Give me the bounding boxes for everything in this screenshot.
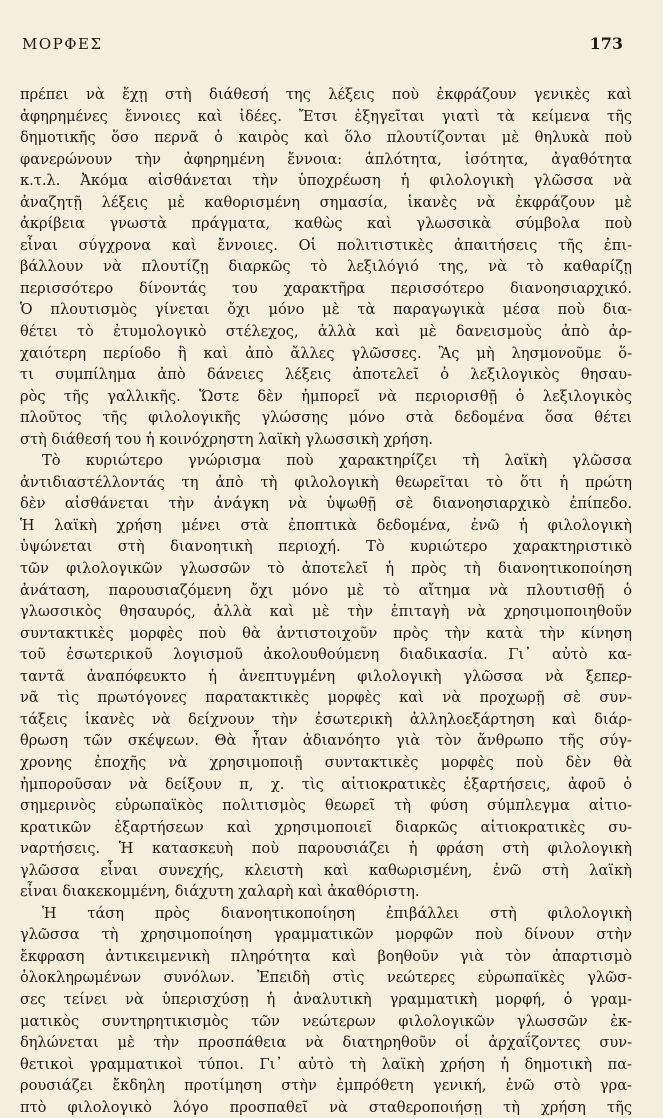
paragraph — [20, 903, 632, 1118]
text-line: γλῶσσα εἶναι συνεχής, κλειστὴ καὶ καθωρισμένη, ἐνῶ στὴ λαϊκὴ — [20, 861, 632, 879]
text-line: ἀντιδιαστέλλοντάς τη ἀπὸ τὴ φιλολογικὴ θεωρεῖται τὸ ὅτι ἡ πρώτη — [20, 473, 632, 491]
running-title: ΜΟΡΦΕΣ — [22, 35, 103, 53]
text-line: θρωση τῶν σκέψεων. Θὰ ἦταν ἀδιανόητο γιὰ τὸν ἄνθρωπο τῆς σύγ- — [20, 732, 632, 750]
text-line: ταντᾶ ἀναπόφευκτο ἡ ἀνεπτυγμένη φιλολογικὴ γλῶσσα νὰ ξεπερ- — [20, 667, 632, 685]
text-line: ἀνάταση, παρουσιαζόμενη ὄχι μόνο μὲ τὸ αἴτημα νὰ πλουτισθῇ ὁ — [20, 581, 632, 599]
text-line: Τὸ κυριώτερο γνώρισμα ποὺ χαρακτηρίζει τὴ λαϊκὴ γλῶσσα — [42, 452, 632, 470]
text-line: γλῶσσα τὴ χρησιμοποίηση γραμματικῶν μορφῶν ποὺ δίνουν στὴν — [20, 926, 632, 944]
page-number: 173 — [589, 34, 623, 53]
text-line: Ὁ πλουτισμὸς γίνεται ὄχι μόνο μὲ τὰ παραγωγικὰ μέσα ποὺ δια- — [20, 301, 632, 319]
text-line: δηλώνεται μὲ τὴν προσπάθεια νὰ διατηρηθοῦν οἱ ἀρχαΐζοντες συν- — [20, 1034, 632, 1052]
running-head — [22, 34, 623, 53]
text-line: τι συμπίλημα ἀπὸ δάνειες λέξεις ἀποτελεῖ ὁ λεξιλογικὸς θησαυ- — [20, 366, 632, 384]
text-line: ἠμποροῦσαν νὰ δείξουν π, χ. τὶς αἰτιοκρατικὲς ἐξαρτήσεις, ἀφοῦ ὁ — [20, 775, 632, 793]
text-line: δημοτικῆς ὅσο περνᾶ ὁ καιρὸς καὶ ὅλο πλουτίζονται μὲ θηλυκὰ ποὺ — [20, 129, 632, 147]
text-line: τοῦ ἐσωτερικοῦ λογισμοῦ ἀκολουθούμενη διαδικασία. Γι᾿ αὐτὸ κα- — [20, 646, 632, 664]
text-line: εἶναι σύγχρονα καὶ ἔννοιες. Οἱ πολιτιστικὲς ἀπαιτήσεις τῆς ἐπι- — [20, 236, 632, 254]
text-line: πλοῦτος τῆς φιλολογικῆς γλώσσης μόνο στὰ δεδομένα ὅσα θέτει — [20, 409, 632, 427]
text-line: σημερινὸς εὐρωπαϊκὸς πολιτισμὸς θεωρεῖ τὴ φύση σύμπλεγμα αἰτιο- — [20, 797, 632, 815]
text-line: νᾶ τὶς πρωτόγονες παρατακτικὲς μορφὲς καὶ νὰ προχωρῇ σὲ συν- — [20, 689, 632, 707]
text-line: συντακτικὲς μορφὲς ποὺ θὰ ἀντιστοιχοῦν πρὸς τὴν κατὰ τὴν κίνηση — [20, 624, 632, 642]
text-line: ἔκφραση ἀντικειμενικὴ πληρότητα καὶ βοηθοῦν γιὰ τὸν ἀπαρτισμὸ — [20, 947, 632, 965]
text-line: ρουσιάζει ἔκδηλη προτίμηση στὴν ἐμπρόθετη γενική, ἐνῶ στὸ γρα- — [20, 1077, 632, 1095]
text-line: σες τείνει νὰ ὑπερισχύσῃ ἡ ἀναλυτικὴ γραμματικὴ μορφή, ὁ γραμ- — [20, 990, 632, 1008]
text-line: περισσότερο δίνοντάς του χαρακτῆρα περισσότερο διανοησιαρχικό. — [20, 279, 632, 297]
text-line: ἀφηρημένες ἔννοιες καὶ ἰδέες. Ἔτσι ἐξηγεῖται γιατὶ τὰ κείμενα τῆς — [20, 107, 632, 125]
text-line: Ἡ τάση πρὸς διανοητικοποίηση ἐπιβάλλει στὴ φιλολογικὴ — [42, 904, 632, 922]
text-line: τῶν φιλολογικῶν γλωσσῶν τὸ ἀποτελεῖ ἡ πρὸς τὴ διανοητικοποίηση — [20, 560, 632, 578]
text-line: φανερώνουν τὴν ἀφηρημένη ἔννοια: ἁπλότητα, ἰσότητα, ἀγαθότητα — [20, 150, 632, 168]
text-line: ὑψώνεται στὴ διανοητικὴ περιοχή. Τὸ κυριώτερο χαρακτηριστικὸ — [20, 538, 632, 556]
body-text — [20, 84, 632, 1118]
text-line: χαιότερη περίοδο ἢ καὶ ἀπὸ ἄλλες γλῶσσες. Ἂς μὴ λησμονοῦμε ὅ- — [20, 344, 632, 362]
text-line: εἶναι διακεκομμένη, διάχυτη χαλαρὴ καὶ ἀκαθόριστη. — [20, 883, 420, 901]
text-line: πτὸ φιλολογικὸ λόγο προσπαθεῖ νὰ σταθεροποιήσῃ τὴ χρήση τῆς — [20, 1098, 632, 1116]
text-line: ναρτήσεις. Ἡ κατασκευὴ ποὺ παρουσιάζει ἡ φράση στὴ φιλολογικὴ — [20, 840, 632, 858]
text-line: κ.τ.λ. Ἀκόμα αἰσθάνεται τὴν ὑποχρέωση ἡ φιλολογικὴ γλῶσσα νὰ — [20, 172, 632, 190]
text-line: κρατικῶν ἐξαρτήσεων καὶ χρησιμοποιεῖ διαρκῶς αἰτιοκρατικὲς συ- — [20, 818, 632, 836]
text-line: χρονης ἐποχῆς νὰ χρησιμοποιῇ συντακτικὲς μορφὲς ποὺ δὲν θὰ — [20, 753, 632, 771]
text-line: ματικὸς συντηρητικισμὸς τῶν νεώτερων φιλολογικῶν γλωσσῶν ἐκ- — [20, 1012, 632, 1030]
text-line: βάλλουν νὰ πλουτίζῃ διαρκῶς τὸ λεξιλόγιό της, νὰ τὸ καθαρίζῃ — [20, 258, 632, 276]
text-line: θετικοὶ γραμματικοὶ τύποι. Γι᾿ αὐτὸ τὴ λαϊκὴ χρήση ἡ δημοτικὴ πα- — [20, 1055, 632, 1073]
text-line: ρὸς τῆς γαλλικῆς. Ὥστε δὲν ἠμπορεῖ νὰ περιορισθῇ ὁ λεξιλογικὸς — [20, 387, 632, 405]
text-line: γλωσσικὸς θησαυρός, ἀλλὰ καὶ μὲ τὴν ἐπιταγὴ νὰ χρησιμοποιηθοῦν — [20, 603, 632, 621]
text-line: Ἡ λαϊκὴ χρήση μένει στὰ ἐποπτικὰ δεδομένα, ἐνῶ ἡ φιλολογικὴ — [20, 516, 632, 534]
text-line: ἀναζητῇ λέξεις μὲ καθορισμένη σημασία, ἱκανὲς νὰ ἐκφράζουν μὲ — [20, 193, 632, 211]
paragraph — [20, 84, 632, 450]
text-line: θέτει τὸ ἐτυμολογικὸ στέλεχος, ἀλλὰ καὶ μὲ δανεισμοὺς ἀπὸ ἀρ- — [20, 323, 632, 341]
text-line: στὴ διάθεσή του ἡ κοινόχρηστη λαϊκὴ γλωσσικὴ χρήση. — [20, 430, 433, 448]
text-line: δὲν αἰσθάνεται τὴν ἀνάγκη νὰ ὑψωθῇ σὲ διανοησιαρχικὸ ἐπίπεδο. — [20, 495, 632, 513]
text-line: ὁλοκληρωμένων συνόλων. Ἐπειδὴ στὶς νεώτερες εὐρωπαϊκὲς γλῶσ- — [20, 969, 632, 987]
text-line: πρέπει νὰ ἔχῃ στὴ διάθεσή της λέξεις ποὺ ἐκφράζουν γενικὲς καὶ — [20, 86, 632, 103]
paragraph — [20, 450, 632, 902]
text-line: ἀκρίβεια γνωστὰ πράγματα, καθὼς καὶ γλωσσικὰ σύμβολα ποὺ — [20, 215, 632, 233]
text-line: τάξεις ἱκανὲς νὰ δείχνουν τὴν ἐσωτερικὴ ἀλληλοεξάρτηση καὶ διάρ- — [20, 710, 632, 728]
